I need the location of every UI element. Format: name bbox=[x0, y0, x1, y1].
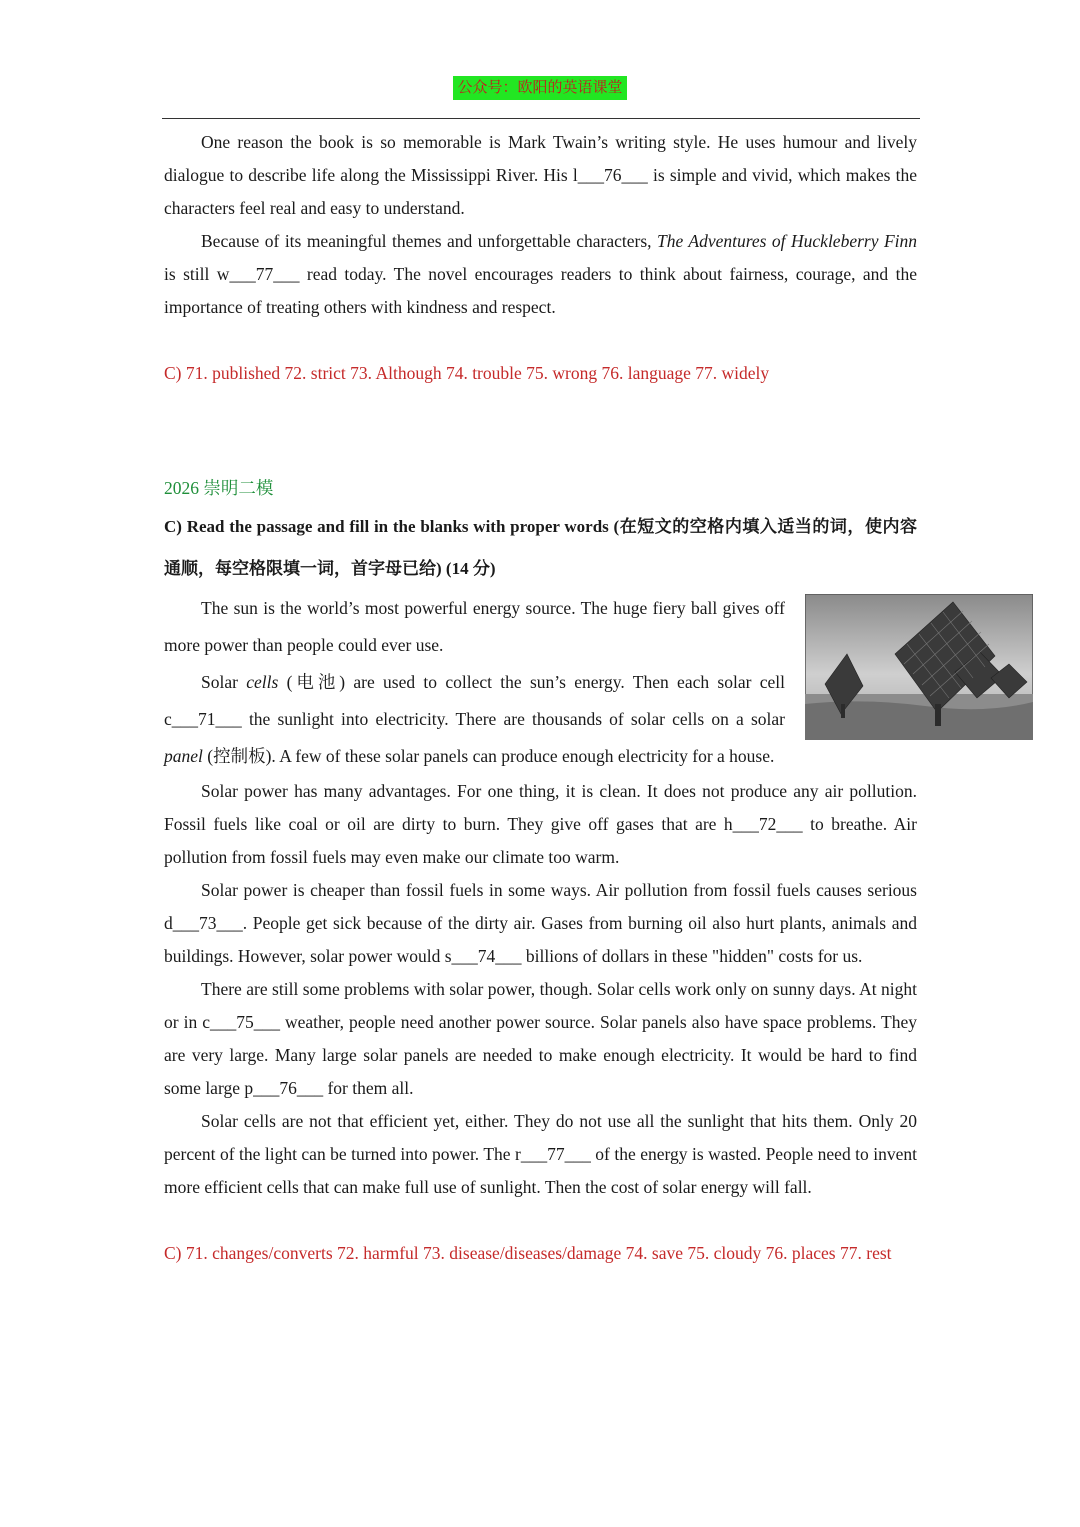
section2-paragraph-6: Solar cells are not that efficient yet, either. They do not use all the sunlight that hits them. Only 20 percent of the light can be turned into power. The r___77___ of the energy is wasted. People need to invent more efficient cells that can make full use of sunlight. Then the cost of solar energy will fall. bbox=[164, 1111, 917, 1197]
word-cells: cells bbox=[246, 672, 279, 692]
section2-paragraph-5: There are still some problems with solar power, though. Solar cells work only on sunny days. At night or in c___75___ weather, people need another power source. Solar panels also have space problems. They are very large. Many large solar panels are needed to make enough electricity. It would be hard to find some large p___76___ for them all. bbox=[164, 979, 917, 1098]
word-panel: panel bbox=[164, 746, 203, 766]
section-source-title: 2026 崇明二模 bbox=[164, 478, 274, 498]
header-divider bbox=[162, 118, 920, 119]
section2-paragraph-1: The sun is the world’s most powerful energy source. The huge fiery ball gives off more power than people could ever use. bbox=[164, 598, 785, 655]
passage1-p2-start: Because of its meaningful themes and unforgettable characters, bbox=[201, 231, 657, 251]
header-label: 公众号：欧阳的英语课堂 bbox=[453, 76, 626, 100]
section2-p2-part-b: (电池) are used to collect the sun’s energy. Then each solar cell c___71___ the sunlight into electricity. There are thousands of solar cells on a solar bbox=[164, 672, 785, 729]
passage1-paragraph-2 bbox=[164, 225, 917, 324]
page-header bbox=[0, 76, 1080, 100]
passage1-paragraph-1: One reason the book is so memorable is Mark Twain’s writing style. He uses humour and lively dialogue to describe life along the Mississippi River. His l___76___ is simple and vivid, which makes the characters feel real and easy to understand. bbox=[164, 132, 917, 218]
section2-paragraph-3: Solar power has many advantages. For one thing, it is clean. It does not produce any air pollution. Fossil fuels like coal or oil are dirty to burn. They give off gases that are h___72___ to breathe. Air pollution from fossil fuels may even make our climate too warm. bbox=[164, 781, 917, 867]
book-title: The Adventures of Huckleberry Finn bbox=[656, 231, 917, 251]
section-instruction: C) Read the passage and fill in the blanks with proper words (在短文的空格内填入适当的词，使内容通顺，每空格限填一词，首字母已给) (14 分) bbox=[164, 517, 917, 578]
section2-paragraph-4: Solar power is cheaper than fossil fuels in some ways. Air pollution from fossil fuels causes serious d___73___. People get sick because of the dirty air. Gases from burning oil also hurt plants, animals and buildings. However, solar power would s___74___ billions of dollars in these "hidden" costs for us. bbox=[164, 880, 917, 966]
section2-p2-part-c: (控制板). A few of these solar panels can produce enough electricity for a house. bbox=[202, 746, 775, 766]
solar-panel-photo bbox=[805, 594, 1033, 740]
section2-p2-part-a: Solar bbox=[201, 672, 247, 692]
answer-key-1: C) 71. published 72. strict 73. Although 74. trouble 75. wrong 76. language 77. widely bbox=[164, 363, 770, 383]
page-content bbox=[164, 126, 917, 1270]
answer-key-2: C) 71. changes/converts 72. harmful 73. disease/diseases/damage 74. save 75. cloudy 76. places 77. rest bbox=[164, 1243, 892, 1263]
passage1-p2-end: is still w___77___ read today. The novel encourages readers to think about fairness, courage, and the importance of treating others with kindness and respect. bbox=[164, 264, 917, 317]
